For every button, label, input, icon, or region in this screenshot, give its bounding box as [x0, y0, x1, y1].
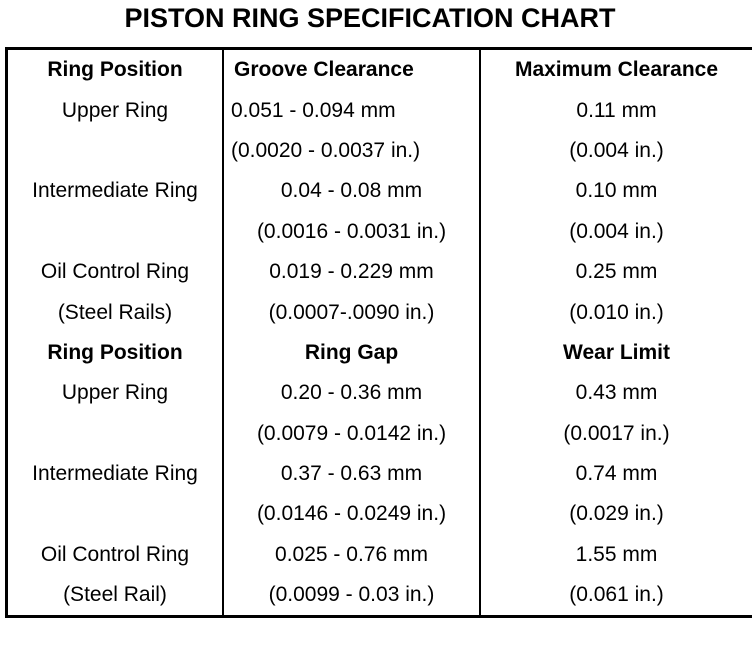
wear-limit-cell: (0.029 in.) — [480, 494, 752, 534]
column-header-ring-gap: Ring Gap — [223, 333, 480, 373]
ring-gap-cell: (0.0099 - 0.03 in.) — [223, 575, 480, 617]
ring-position-cell: Oil Control Ring — [7, 535, 224, 575]
column-header-ring-position: Ring Position — [7, 333, 224, 373]
ring-gap-cell: 0.37 - 0.63 mm — [223, 454, 480, 494]
wear-limit-cell: (0.0017 in.) — [480, 414, 752, 454]
ring-position-cell — [7, 414, 224, 454]
maximum-clearance-cell: (0.010 in.) — [480, 292, 752, 332]
ring-gap-cell: 0.025 - 0.76 mm — [223, 535, 480, 575]
piston-ring-spec-table — [5, 47, 752, 618]
table-row — [7, 212, 752, 252]
table-row — [7, 494, 752, 534]
ring-gap-cell: (0.0079 - 0.0142 in.) — [223, 414, 480, 454]
ring-position-cell: (Steel Rails) — [7, 292, 224, 332]
table-row — [7, 454, 752, 494]
table-row — [7, 575, 752, 617]
chart-title: PISTON RING SPECIFICATION CHART — [124, 3, 616, 33]
wear-limit-cell: 0.74 mm — [480, 454, 752, 494]
column-header-wear-limit: Wear Limit — [480, 333, 752, 373]
wear-limit-cell: 1.55 mm — [480, 535, 752, 575]
table-header-row — [7, 49, 752, 91]
table-row — [7, 535, 752, 575]
groove-clearance-cell: 0.019 - 0.229 mm — [223, 252, 480, 292]
table-row — [7, 171, 752, 211]
groove-clearance-cell: (0.0020 - 0.0037 in.) — [223, 131, 480, 171]
column-header-maximum-clearance: Maximum Clearance — [480, 49, 752, 91]
wear-limit-cell: (0.061 in.) — [480, 575, 752, 617]
ring-position-cell: (Steel Rail) — [7, 575, 224, 617]
groove-clearance-cell: 0.051 - 0.094 mm — [223, 90, 480, 130]
groove-clearance-cell: (0.0016 - 0.0031 in.) — [223, 212, 480, 252]
column-header-ring-position: Ring Position — [7, 49, 224, 91]
column-header-groove-clearance: Groove Clearance — [223, 49, 480, 91]
maximum-clearance-cell: 0.25 mm — [480, 252, 752, 292]
ring-position-cell: Intermediate Ring — [7, 171, 224, 211]
groove-clearance-cell: 0.04 - 0.08 mm — [223, 171, 480, 211]
ring-gap-cell: (0.0146 - 0.0249 in.) — [223, 494, 480, 534]
ring-position-cell: Oil Control Ring — [7, 252, 224, 292]
table-row — [7, 252, 752, 292]
ring-position-cell — [7, 212, 224, 252]
wear-limit-cell: 0.43 mm — [480, 373, 752, 413]
maximum-clearance-cell: 0.10 mm — [480, 171, 752, 211]
maximum-clearance-cell: (0.004 in.) — [480, 212, 752, 252]
groove-clearance-cell: (0.0007-.0090 in.) — [223, 292, 480, 332]
table-row — [7, 131, 752, 171]
table-row — [7, 414, 752, 454]
ring-position-cell — [7, 494, 224, 534]
ring-position-cell: Upper Ring — [7, 90, 224, 130]
ring-position-cell: Upper Ring — [7, 373, 224, 413]
ring-position-cell: Intermediate Ring — [7, 454, 224, 494]
table-header-row — [7, 333, 752, 373]
ring-position-cell — [7, 131, 224, 171]
table-row — [7, 292, 752, 332]
table-row — [7, 90, 752, 130]
ring-gap-cell: 0.20 - 0.36 mm — [223, 373, 480, 413]
table-row — [7, 373, 752, 413]
maximum-clearance-cell: (0.004 in.) — [480, 131, 752, 171]
maximum-clearance-cell: 0.11 mm — [480, 90, 752, 130]
